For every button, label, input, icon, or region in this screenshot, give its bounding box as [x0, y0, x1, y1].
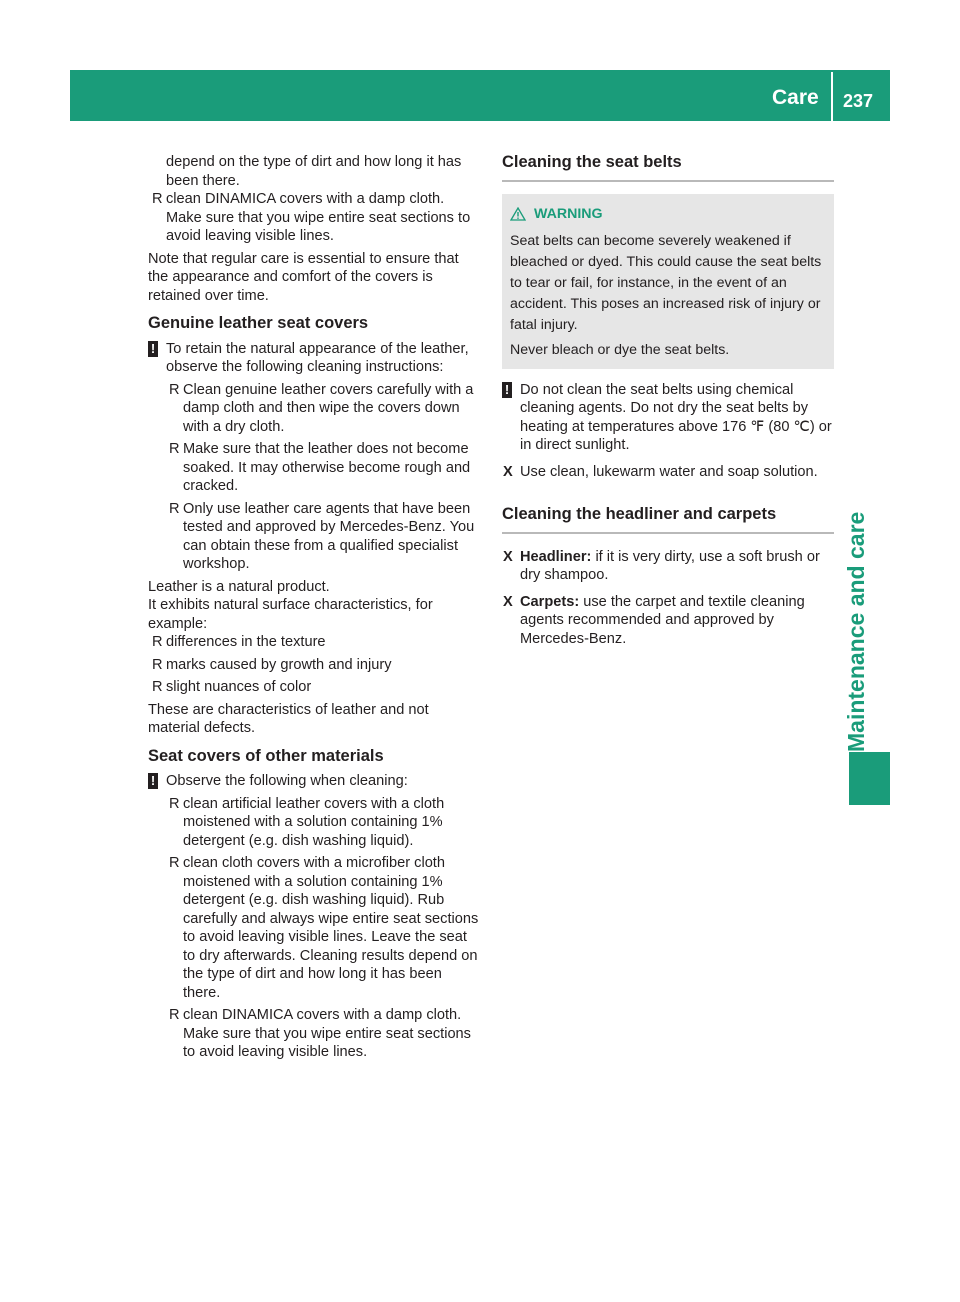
step-text: Use clean, lukewarm water and soap solution. [520, 463, 818, 480]
instruction-step [502, 593, 834, 649]
list-item [148, 678, 483, 697]
list-item-text: Only use leather care agents that have been tested and approved by Mercedes-Benz. You can obtain these from a qualified specialist workshop. [183, 500, 475, 572]
warning-text: Never bleach or dye the seat belts. [510, 341, 730, 358]
paragraph: Leather is a natural product. [148, 578, 330, 595]
warning-text: Seat belts can become severely weakened if bleached or dyed. This could cause the seat belts to tear or fail, for instance, in the event of an accident. This poses an increased risk of injury or fatal injury. [510, 232, 822, 333]
note-icon: ! [148, 773, 158, 789]
header-bar [70, 70, 890, 121]
list-item-text: clean cloth covers with a microfiber cloth moistened with a solution containing 1% detergent (e.g. dish washing liquid). Rub carefully and always wipe entire seat sections to avoid leaving visible lines. Leave the seat to dry afterwards. Cleaning results depend on the type of dirt and how long it has been there. [183, 855, 479, 1001]
list-item [165, 381, 483, 437]
section-heading: Cleaning the headliner and carpets [502, 505, 834, 534]
bullet-continuation: depend on the type of dirt and how long it has been there. [166, 154, 462, 189]
list-item-text: marks caused by growth and injury [166, 656, 392, 673]
list-item-text: clean artificial leather covers with a cloth moistened with a solution containing 1% detergent (e.g. dish washing liquid). [183, 795, 445, 849]
list-item [165, 440, 483, 496]
list-item [165, 500, 483, 574]
page-section-title: Care [772, 86, 819, 109]
list-item [165, 1006, 483, 1062]
step-text: if it is very dirty, use a soft brush or dry shampoo. [520, 548, 820, 583]
section-heading: Seat covers of other materials [148, 746, 384, 765]
bullet-icon: R [152, 634, 163, 650]
section-heading: Cleaning the seat belts [502, 153, 834, 182]
note-text: To retain the natural appearance of the leather, observe the following cleaning instructions: [166, 340, 469, 375]
list-item-text: differences in the texture [166, 634, 326, 650]
step-label: Carpets: [520, 593, 580, 610]
list-item [148, 633, 483, 652]
step-icon: X [503, 593, 513, 610]
bullet-icon: R [169, 855, 180, 871]
step-label: Headliner: [520, 548, 592, 565]
right-column [502, 153, 834, 656]
paragraph: It exhibits natural surface characteristics, for example: [148, 597, 433, 632]
bullet-icon: R [169, 381, 180, 398]
list-item [148, 190, 483, 246]
list-item-text: slight nuances of color [166, 679, 312, 695]
list-item-text: clean DINAMICA covers with a damp cloth. Make sure that you wipe entire seat sections to avoid leaving visible lines. [183, 1007, 471, 1060]
paragraph: Note that regular care is essential to ensure that the appearance and comfort of the covers is retained over time. [148, 250, 459, 304]
bullet-icon: R [169, 1007, 180, 1023]
side-tab-block [849, 752, 890, 805]
list-item [165, 854, 483, 1002]
note [502, 381, 834, 455]
warning-box [502, 194, 834, 369]
instruction-step [502, 463, 834, 482]
bullet-icon: R [152, 656, 163, 673]
note-icon: ! [148, 341, 158, 357]
section-heading: Genuine leather seat covers [148, 314, 369, 332]
bullet-icon: R [169, 500, 180, 517]
warning-triangle-icon [510, 207, 526, 221]
note [148, 772, 483, 791]
note-text: Observe the following when cleaning: [166, 773, 408, 789]
bullet-icon: R [152, 679, 163, 695]
paragraph: These are characteristics of leather and not material defects. [148, 701, 429, 736]
list-item-text: clean DINAMICA covers with a damp cloth. Make sure that you wipe entire seat sections to avoid leaving visible lines. [166, 191, 471, 244]
note-icon: ! [502, 382, 512, 398]
list-item [148, 656, 483, 675]
step-text: use the carpet and textile cleaning agents recommended and approved by Mercedes-Benz. [520, 593, 805, 647]
step-icon: X [503, 548, 513, 565]
bullet-icon: R [152, 191, 163, 207]
bullet-icon: R [169, 441, 180, 457]
step-icon: X [503, 463, 513, 480]
note [148, 340, 483, 377]
page-number: 237 [843, 91, 874, 111]
instruction-step [502, 548, 834, 585]
header-divider [831, 72, 833, 121]
note-text: Do not clean the seat belts using chemical cleaning agents. Do not dry the seat belts by heating at temperatures above 176 ℉ (80 ℃) or in direct sunlight. [520, 381, 832, 453]
bullet-icon: R [169, 795, 180, 812]
warning-title [510, 204, 826, 225]
warning-title-text: WARNING [534, 205, 603, 222]
side-tab-label: Maintenance and care [843, 511, 869, 752]
list-item-text: Clean genuine leather covers carefully with a damp cloth and then wipe the covers down with a dry cloth. [183, 381, 474, 435]
list-item-text: Make sure that the leather does not become soaked. It may otherwise become rough and cracked. [183, 441, 471, 494]
list-item [165, 795, 483, 851]
left-column [148, 153, 483, 1066]
